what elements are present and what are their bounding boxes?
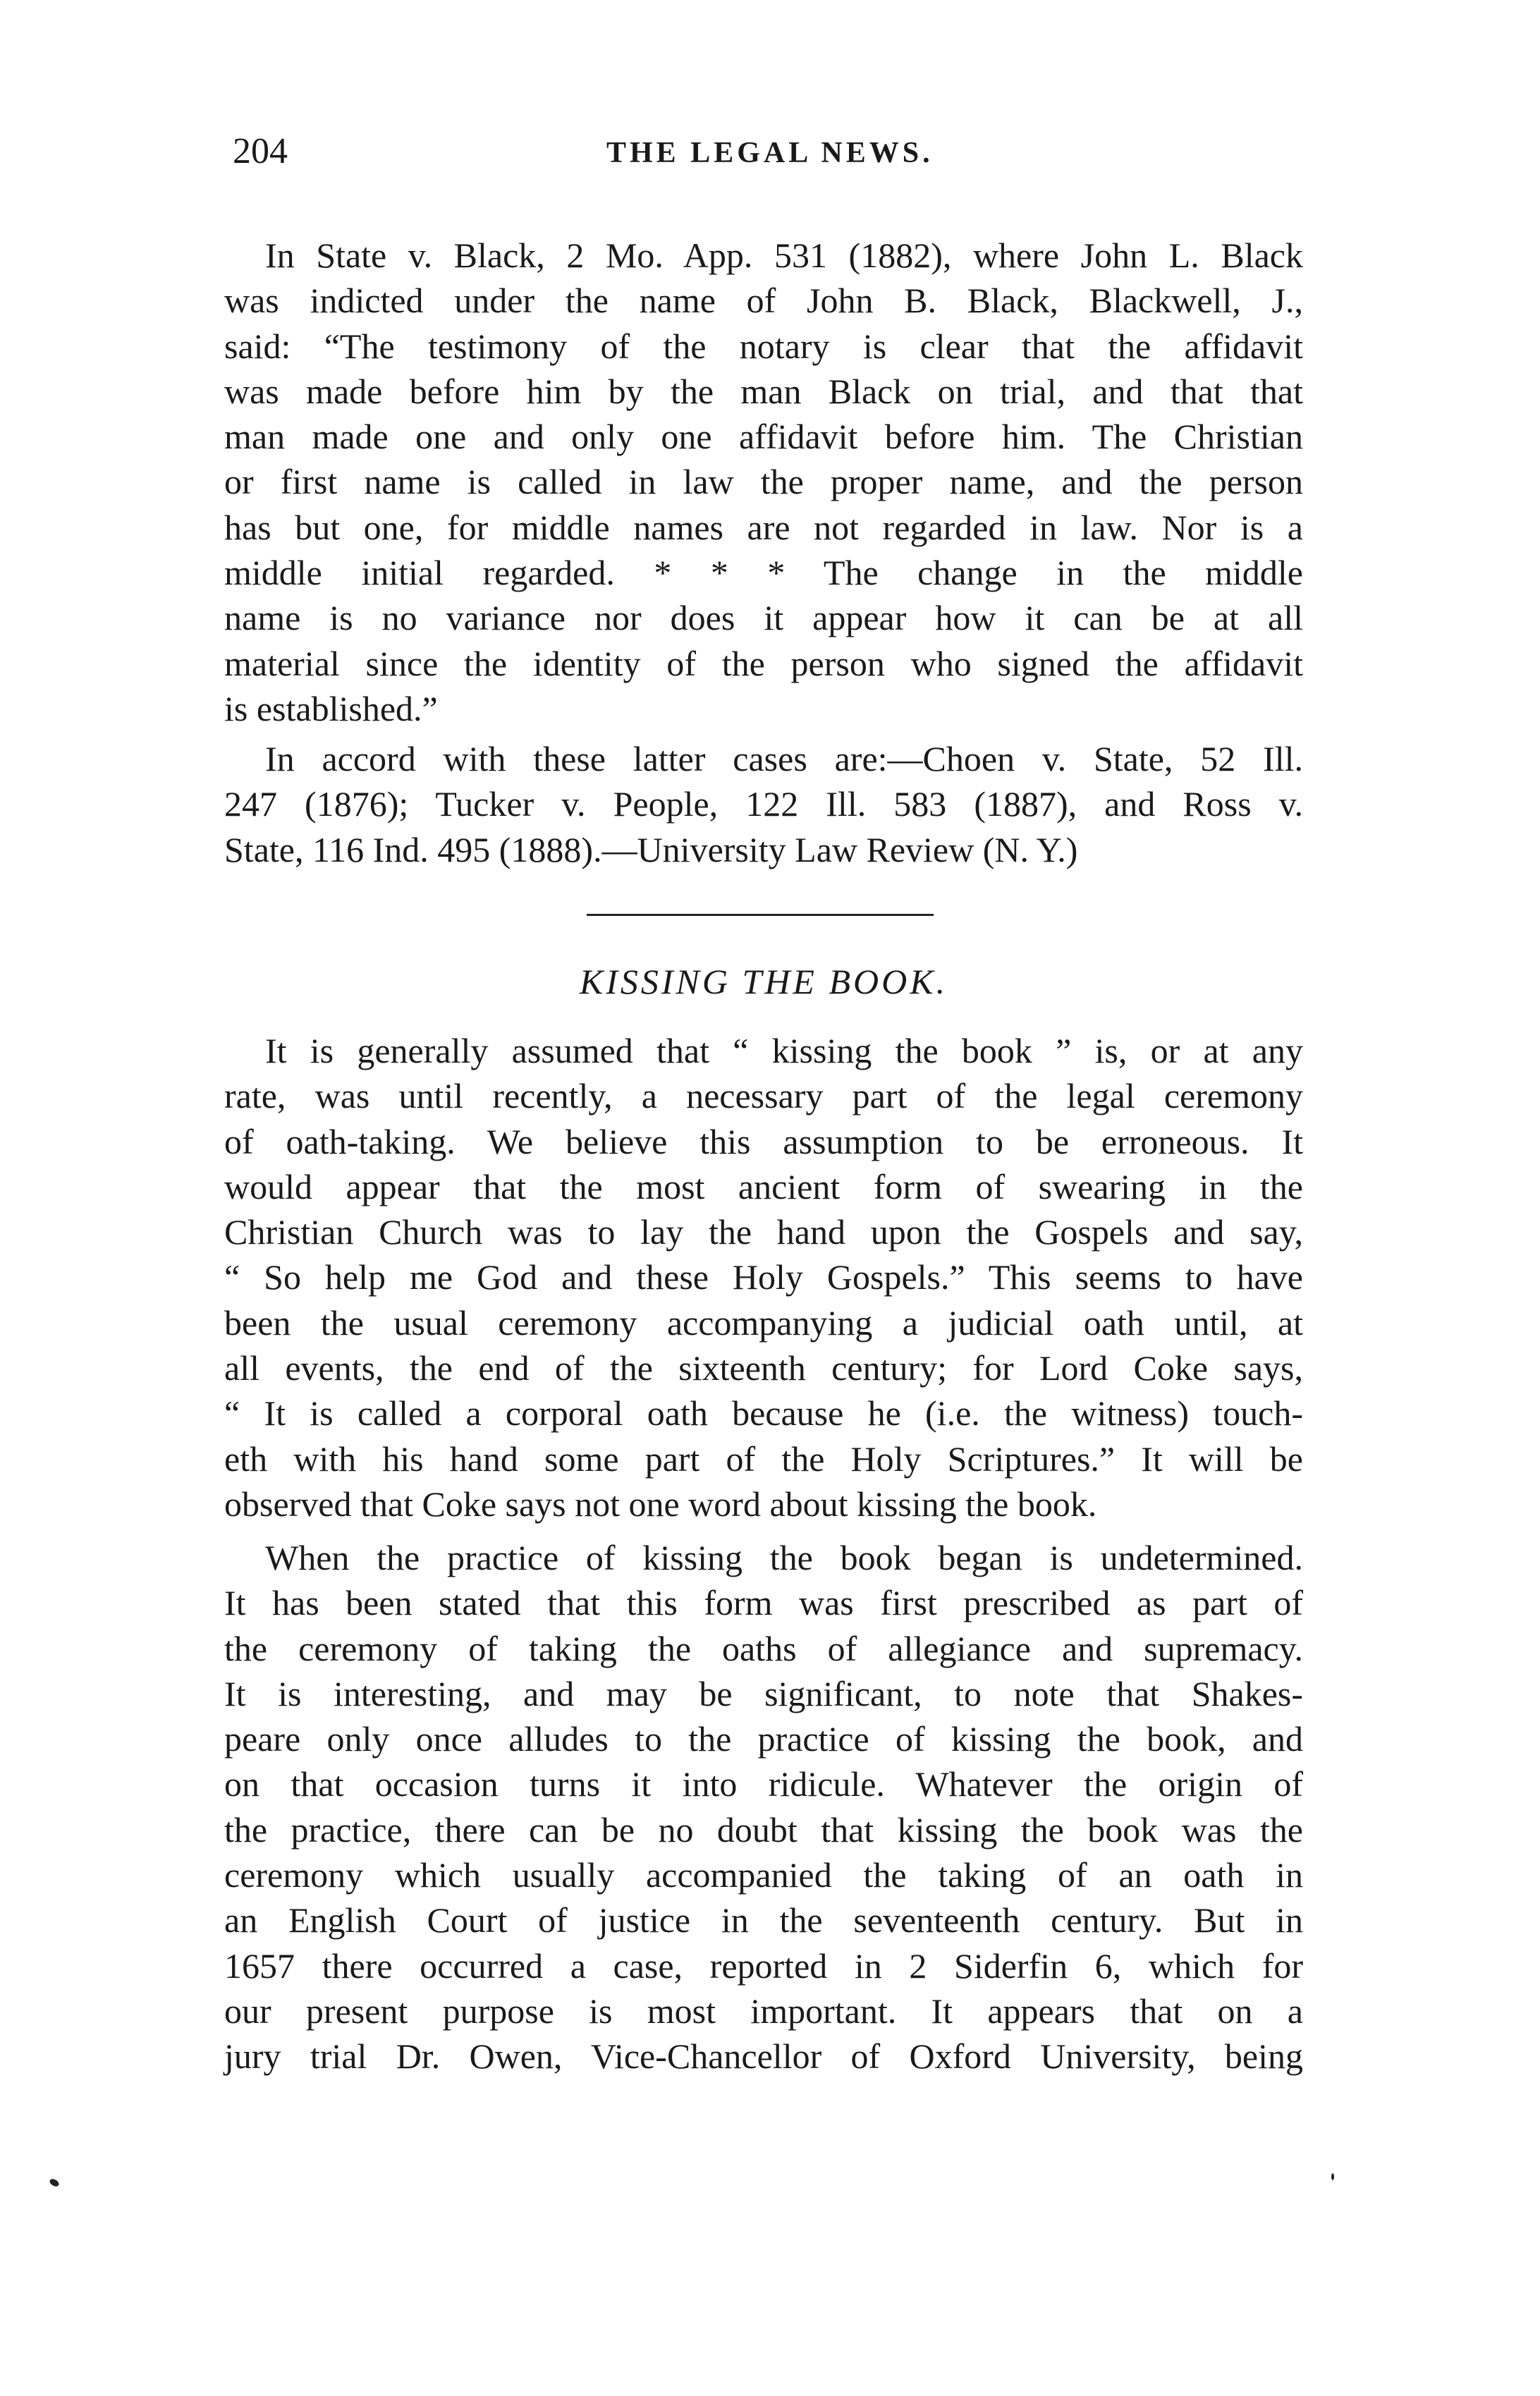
text-line: peare only once alludes to the practice of kissing the book, and [224, 1719, 1303, 1759]
text-line: ceremony which usually accompanied the taking of an oath in [224, 1855, 1303, 1895]
page-header [233, 130, 1297, 187]
text-line: It is generally assumed that “ kissing the book ” is, or at any [265, 1031, 1303, 1070]
text-line: observed that Coke says not one word about kissing the book. [224, 1484, 1097, 1524]
text-line: our present purpose is most important. It appears that on a [224, 1991, 1303, 2031]
text-line: has but one, for middle names are not regarded in law. Nor is a [224, 507, 1303, 547]
text-line: Christian Church was to lay the hand upon the Gospels and say, [224, 1212, 1303, 1252]
text-line: 247 (1876); Tucker v. People, 122 Ill. 583 (1887), and Ross v. [224, 784, 1303, 824]
text-line: State, 116 Ind. 495 (1888).—University Law Review (N. Y.) [224, 829, 1078, 869]
text-line: “ So help me God and these Holy Gospels.” This seems to have [224, 1257, 1303, 1297]
text-line: or first name is called in law the proper name, and the person [224, 462, 1303, 502]
scan-speck [49, 2177, 61, 2188]
paragraph-kissing-the-book [224, 1028, 1303, 1527]
text-line: “ It is called a corporal oath because he (i.e. the witness) touch- [224, 1393, 1303, 1434]
text-line: would appear that the most ancient form of swearing in the [224, 1166, 1303, 1206]
text-line: It has been stated that this form was first prescribed as part of [224, 1583, 1303, 1623]
text-line: It is interesting, and may be significant, to note that Shakes- [224, 1673, 1303, 1713]
section-title: KISSING THE BOOK. [579, 962, 948, 1001]
text-line: on that occasion turns it into ridicule. Whatever the origin of [224, 1764, 1303, 1804]
text-line: In State v. Black, 2 Mo. App. 531 (1882), where John L. Black [265, 236, 1303, 275]
text-line: man made one and only one affidavit before him. The Christian [224, 417, 1303, 457]
paragraph-practice-origin [224, 1535, 1303, 2079]
running-title: THE LEGAL NEWS. [606, 137, 934, 169]
text-line: was made before him by the man Black on trial, and that that [224, 371, 1303, 411]
paragraph-state-v-black [224, 233, 1303, 731]
text-line: jury trial Dr. Owen, Vice-Chancellor of Oxford University, being [224, 2036, 1303, 2077]
text-line: an English Court of justice in the seventeenth century. But in [224, 1900, 1303, 1940]
text-line: name is no variance nor does it appear how it can be at all [224, 598, 1303, 638]
text-line: said: “The testimony of the notary is clear that the affidavit [224, 326, 1303, 366]
text-line: the ceremony of taking the oaths of allegiance and supremacy. [224, 1628, 1303, 1668]
text-line: middle initial regarded. * * * The change in the middle [224, 553, 1303, 593]
text-line: was indicted under the name of John B. Black, Blackwell, J., [224, 281, 1303, 321]
text-line: When the practice of kissing the book began is undetermined. [265, 1538, 1303, 1577]
page-number: 204 [233, 131, 288, 171]
paragraph-accord-cases [224, 736, 1303, 872]
text-line: eth with his hand some part of the Holy Scriptures.” It will be [224, 1438, 1303, 1479]
text-line: 1657 there occurred a case, reported in 2 Siderfin 6, which for [224, 1945, 1303, 1986]
text-line: all events, the end of the sixteenth century; for Lord Coke says, [224, 1348, 1303, 1388]
text-line: In accord with these latter cases are:—Choen v. State, 52 Ill. [265, 739, 1303, 778]
section-divider [587, 914, 934, 916]
text-line: material since the identity of the person who signed the affidavit [224, 643, 1303, 683]
text-line: been the usual ceremony accompanying a judicial oath until, at [224, 1302, 1303, 1343]
text-line: of oath-taking. We believe this assumption to be erroneous. It [224, 1121, 1303, 1161]
text-line: the practice, there can be no doubt that kissing the book was the [224, 1809, 1303, 1850]
text-line: is established.” [224, 688, 438, 728]
scan-speck [1331, 2173, 1334, 2180]
text-line: rate, was until recently, a necessary part of the legal ceremony [224, 1076, 1303, 1116]
